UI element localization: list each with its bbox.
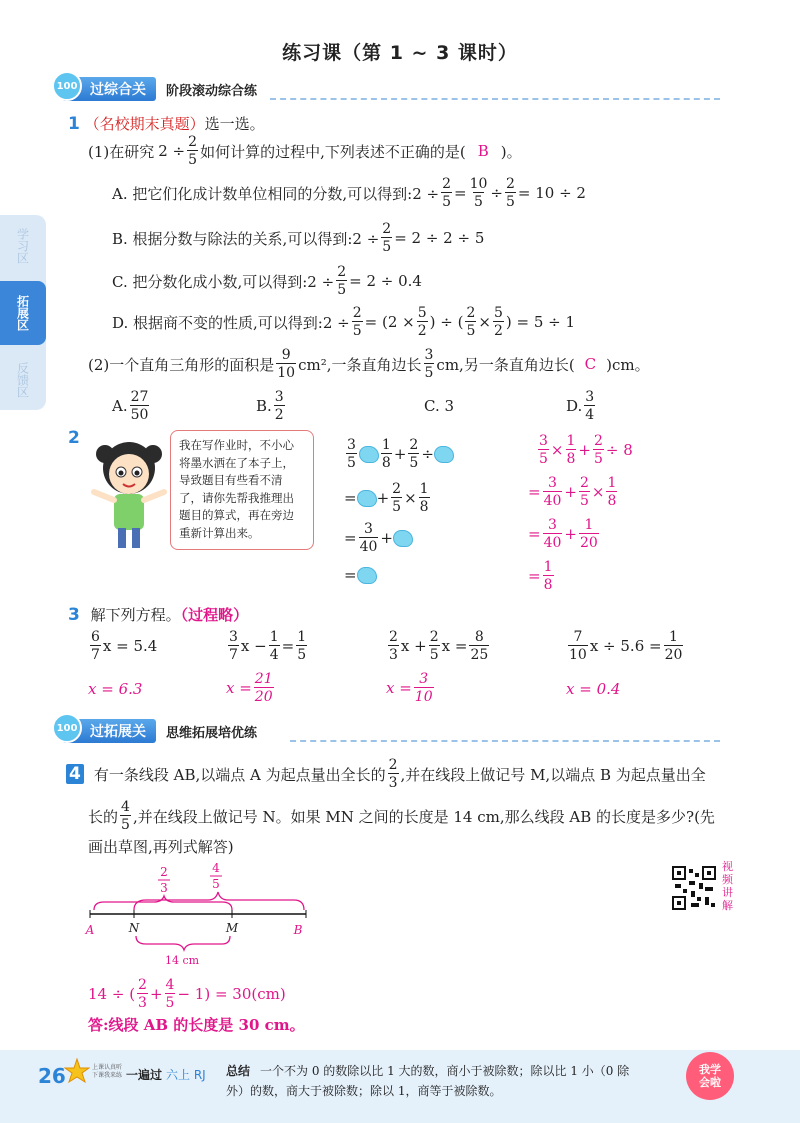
- q2-right-line3: [528, 518, 601, 550]
- denominator: 10: [277, 365, 296, 381]
- section-tag: [56, 719, 156, 743]
- q1-p2-option-c[interactable]: C. 3: [424, 397, 455, 415]
- numerator: 2: [409, 437, 419, 453]
- q1-p2-mid: cm,另一条直角边长(: [436, 355, 575, 374]
- denominator: 20: [579, 535, 598, 551]
- op: ) ÷ (: [429, 313, 464, 331]
- numerator: 4: [165, 977, 175, 993]
- option-label: D.: [566, 397, 583, 415]
- point-m: M: [225, 921, 239, 935]
- numerator: 2: [389, 629, 398, 645]
- star-icon: [64, 1058, 90, 1084]
- fraction: [579, 476, 590, 508]
- option-text: D. 根据商不变的性质,可以得到:2 ÷: [112, 313, 350, 332]
- denominator: 5: [337, 282, 347, 298]
- qr-label: 视频讲解: [722, 860, 733, 912]
- op: ×: [591, 483, 605, 501]
- fraction: [90, 630, 101, 662]
- denominator: 5: [579, 493, 589, 509]
- q1-p1-expr: 2 ÷: [158, 142, 186, 160]
- fraction: [579, 518, 599, 550]
- slogan-line: 上课认真听: [92, 1064, 123, 1071]
- fraction: [469, 630, 489, 662]
- brand-name: 一遍过: [126, 1068, 163, 1082]
- equation-4-answer: x = 0.4: [566, 680, 621, 698]
- op: ÷: [490, 184, 503, 202]
- fraction: [419, 482, 430, 514]
- denominator: 5: [347, 455, 356, 471]
- denominator: 4: [585, 407, 595, 423]
- numerator: 6: [91, 629, 100, 645]
- denominator: 5: [121, 817, 130, 833]
- op: +: [376, 489, 390, 507]
- question-number: 1: [68, 114, 80, 134]
- q4-text: ,并在线段上做记号 M,以端点 B 为起点量出全: [400, 765, 706, 784]
- q4-text: 长的: [88, 807, 119, 826]
- q1-part2: [88, 348, 650, 380]
- numerator: 2: [138, 977, 147, 993]
- numerator: 1: [669, 629, 678, 645]
- fraction: [388, 630, 399, 662]
- fraction: [538, 434, 549, 466]
- denominator: 5: [188, 152, 198, 168]
- q4-line3: 画出草图,再列式解答): [88, 838, 234, 856]
- section-subtitle: 思维拓展培优练: [166, 725, 258, 741]
- slogan-line: 下课我来练: [92, 1072, 123, 1079]
- numerator: 2: [352, 305, 362, 321]
- q4-calculation: [88, 978, 286, 1010]
- section-divider: [290, 740, 720, 742]
- equation-4: [566, 630, 685, 662]
- q4-text: ,并在线段上做记号 N。如果 MN 之间的长度是 14 cm,那么线段 AB 的长度是多少?(先: [132, 807, 715, 826]
- fraction: [381, 438, 392, 470]
- answer-blank[interactable]: C: [584, 355, 597, 373]
- girl-illustration: [88, 432, 170, 552]
- numerator: 2: [579, 475, 589, 491]
- option-a[interactable]: [112, 177, 586, 209]
- op: +: [149, 985, 163, 1003]
- numerator: 9: [281, 347, 291, 363]
- numerator: 1: [566, 433, 576, 449]
- option-tail: ) = 5 ÷ 1: [505, 313, 576, 331]
- ink-blot-icon: [434, 446, 454, 463]
- op: =: [528, 483, 541, 501]
- sidebar-tab-feedback[interactable]: 反馈区: [15, 361, 30, 398]
- diagram-label-top2-n: 4: [212, 861, 220, 875]
- section-divider: [270, 98, 720, 100]
- denominator: 5: [165, 995, 175, 1011]
- denominator: 20: [254, 689, 273, 705]
- denominator: 8: [381, 455, 391, 471]
- option-tail: = 10 ÷ 2: [517, 184, 586, 202]
- denominator: 5: [297, 647, 307, 663]
- op: +: [578, 441, 591, 459]
- numerator: 1: [419, 481, 429, 497]
- op: ×: [404, 489, 417, 507]
- denominator: 2: [274, 407, 284, 423]
- numerator: 3: [548, 517, 557, 533]
- q2-right-line4: [528, 560, 556, 592]
- question-source: （名校期末真题）: [84, 115, 205, 133]
- option-c[interactable]: [112, 265, 422, 297]
- fraction: [429, 630, 440, 662]
- fraction: [254, 672, 274, 704]
- mascot-logo: [686, 1052, 734, 1100]
- equation-3-answer: [386, 672, 436, 704]
- summary-line-1: 一个不为 0 的数除以比 1 大的数，商小于被除数；除以比 1 小（0 除: [260, 1064, 630, 1078]
- answer-prefix: x =: [226, 679, 252, 697]
- mn-length-label: 14 cm: [164, 954, 200, 967]
- equation-text: x = 5.4: [102, 637, 158, 655]
- option-text: B. 根据分数与除法的关系,可以得到:2 ÷: [112, 229, 380, 248]
- equation-text: x −: [240, 637, 267, 655]
- option-text: C. 把分数化成小数,可以得到:2 ÷: [112, 272, 335, 291]
- denominator: 5: [474, 194, 483, 210]
- option-tail: = 2 ÷ 0.4: [349, 272, 422, 290]
- segment-diagram: [82, 858, 322, 970]
- qr-code-icon[interactable]: [672, 866, 716, 910]
- calc-text: 14 ÷ (: [88, 985, 136, 1003]
- numerator: 3: [364, 521, 373, 537]
- fraction: [388, 758, 399, 790]
- q2-left-line2: [344, 482, 432, 514]
- numerator: 1: [297, 629, 307, 645]
- answer-prefix: x =: [386, 679, 412, 697]
- op: ÷: [421, 445, 434, 463]
- fraction: [391, 482, 402, 514]
- q2-right-line1: [536, 434, 633, 466]
- point-a: A: [85, 923, 95, 937]
- numerator: 1: [269, 629, 279, 645]
- fraction: [346, 438, 357, 470]
- op: =: [344, 489, 357, 507]
- option-label: A.: [112, 397, 128, 415]
- section-tag: [56, 77, 156, 101]
- denominator: 8: [566, 451, 576, 467]
- ink-blot-icon: [393, 530, 413, 547]
- op: =: [344, 566, 357, 584]
- sidebar-tab-study[interactable]: 学习区: [15, 228, 30, 264]
- equation-3: [386, 630, 491, 662]
- summary-label: 总结: [226, 1064, 251, 1078]
- equation-2: [226, 630, 309, 662]
- q1-part1: [88, 135, 522, 167]
- fraction: [276, 348, 296, 380]
- fraction: [130, 390, 150, 422]
- denominator: 40: [543, 493, 562, 509]
- numerator: 7: [573, 629, 583, 645]
- fraction: [165, 978, 176, 1010]
- denominator: 5: [392, 499, 402, 515]
- denominator: 5: [409, 455, 419, 471]
- numerator: 2: [429, 629, 439, 645]
- numerator: 27: [130, 389, 149, 405]
- q1-p2-option-a[interactable]: [112, 390, 151, 422]
- fraction: [424, 348, 435, 380]
- fraction: [352, 306, 363, 338]
- ink-blot-icon: [359, 446, 379, 463]
- op: =: [281, 637, 295, 655]
- section-header-1: [56, 76, 258, 102]
- denominator: 7: [91, 647, 100, 663]
- fraction: [441, 177, 452, 209]
- numerator: 2: [382, 221, 392, 237]
- section-tag-label: 过综合关: [90, 82, 146, 98]
- fraction: [417, 306, 428, 338]
- q1-p1-close: )。: [500, 142, 522, 161]
- op: =: [454, 184, 467, 202]
- numerator: 2: [188, 134, 198, 150]
- equation-text: x +: [400, 637, 427, 655]
- fraction: [187, 135, 198, 167]
- q1-p1-suffix: 如何计算的过程中,下列表述不正确的是(: [200, 142, 466, 161]
- q1-p2-close: )cm。: [606, 355, 650, 374]
- fraction: [381, 222, 392, 254]
- fraction: [584, 390, 595, 422]
- option-d[interactable]: [112, 306, 575, 338]
- numerator: 21: [254, 671, 273, 687]
- denominator: 5: [505, 194, 515, 210]
- denominator: 3: [389, 647, 398, 663]
- fraction: [414, 672, 434, 704]
- question-stem: 选一选。: [204, 115, 265, 133]
- numerator: 2: [442, 176, 451, 192]
- section-subtitle: 阶段滚动综合练: [166, 83, 258, 99]
- denominator: 8: [543, 577, 553, 593]
- q3-header: [68, 604, 248, 625]
- denominator: 25: [470, 647, 489, 663]
- numerator: 5: [493, 305, 503, 321]
- denominator: 40: [543, 535, 562, 551]
- fraction: [274, 390, 285, 422]
- q2-left-line3: [344, 522, 413, 554]
- numerator: 1: [543, 559, 553, 575]
- denominator: 10: [569, 647, 587, 663]
- numerator: 1: [381, 437, 391, 453]
- denominator: 5: [466, 323, 476, 339]
- point-b: B: [293, 923, 303, 937]
- option-text: A. 把它们化成计数单位相同的分数,可以得到:2 ÷: [112, 184, 440, 203]
- op: = (2 ×: [364, 313, 415, 331]
- fraction: [543, 476, 563, 508]
- section-tag-label: 过拓展关: [90, 724, 146, 740]
- q1-p2-option-b[interactable]: [256, 390, 287, 422]
- q4-text: 有一条线段 AB,以端点 A 为起点量出全长的: [93, 765, 386, 784]
- numerator: 3: [539, 433, 548, 449]
- numerator: 5: [417, 305, 427, 321]
- fraction: [465, 306, 476, 338]
- op: +: [380, 529, 393, 547]
- denominator: 7: [229, 647, 238, 663]
- numerator: 3: [229, 629, 238, 645]
- numerator: 3: [585, 389, 595, 405]
- equation-text: x ÷ 5.6 =: [589, 637, 662, 655]
- denominator: 5: [442, 194, 451, 210]
- fraction: [359, 522, 379, 554]
- diagram-label-top1-n: 2: [160, 865, 168, 879]
- fraction: [296, 630, 307, 662]
- q1-p2-unit: cm²,一条直角边长: [298, 355, 422, 374]
- numerator: 3: [347, 437, 356, 453]
- op: ×: [550, 441, 564, 459]
- calc-text: − 1) = 30(cm): [177, 985, 286, 1003]
- fraction: [568, 630, 588, 662]
- option-label: B.: [256, 397, 272, 415]
- numerator: 2: [337, 264, 347, 280]
- numerator: 8: [474, 629, 484, 645]
- equation-2-answer: [226, 672, 276, 704]
- numerator: 3: [274, 389, 284, 405]
- denominator: 5: [429, 647, 439, 663]
- q4-line1: [66, 758, 706, 790]
- badge-icon: 100: [52, 71, 82, 101]
- op: +: [564, 483, 577, 501]
- denominator: 3: [388, 775, 398, 791]
- q4-line2: [88, 800, 715, 832]
- numerator: 3: [424, 347, 434, 363]
- q1-p1-prefix: (1)在研究: [88, 142, 155, 161]
- numerator: 2: [466, 305, 476, 321]
- denominator: 3: [138, 995, 147, 1011]
- equation-text: x =: [441, 637, 468, 655]
- fraction: [593, 434, 604, 466]
- fraction: [566, 434, 577, 466]
- fraction: [543, 518, 563, 550]
- sidebar-tab-extend[interactable]: 拓展区: [0, 281, 46, 345]
- diagram-label-top2-d: 5: [212, 877, 220, 891]
- numerator: 10: [469, 176, 488, 192]
- q1-p2-option-d[interactable]: [566, 390, 597, 422]
- option-tail: = 2 ÷ 2 ÷ 5: [394, 229, 485, 247]
- denominator: 2: [417, 323, 427, 339]
- ink-blot-icon: [357, 490, 377, 507]
- numerator: 1: [607, 475, 617, 491]
- numerator: 3: [419, 671, 429, 687]
- sidebar: [0, 215, 46, 410]
- denominator: 8: [607, 493, 617, 509]
- logo-text: 会啦: [699, 1076, 721, 1089]
- fraction: [137, 978, 148, 1010]
- question-number: 2: [68, 428, 80, 448]
- ink-blot-icon: [357, 567, 377, 584]
- denominator: 2: [493, 323, 503, 339]
- fraction: [543, 560, 554, 592]
- q2-left-line1: [344, 438, 454, 470]
- denominator: 10: [414, 689, 433, 705]
- op: =: [528, 525, 541, 543]
- answer-blank[interactable]: B: [477, 142, 489, 160]
- equation-1: [88, 630, 157, 662]
- numerator: 2: [392, 481, 402, 497]
- option-b[interactable]: [112, 222, 484, 254]
- fraction: [120, 800, 131, 832]
- point-n: N: [128, 921, 140, 935]
- denominator: 5: [539, 451, 548, 467]
- op: =: [528, 567, 541, 585]
- q2-left-line4: [344, 566, 377, 584]
- section-header-2: [56, 718, 258, 744]
- denominator: 5: [382, 239, 392, 255]
- denominator: 5: [424, 365, 434, 381]
- fraction: [269, 630, 280, 662]
- diagram-label-top1-d: 3: [160, 881, 168, 895]
- numerator: 2: [505, 176, 515, 192]
- brand-slogan: [92, 1064, 122, 1080]
- q1-header: [68, 113, 265, 134]
- fraction: [493, 306, 504, 338]
- denominator: 20: [664, 647, 683, 663]
- q2-right-line2: [528, 476, 619, 508]
- fraction: [228, 630, 239, 662]
- fraction: [664, 630, 684, 662]
- question-note: （过程略）: [180, 606, 249, 624]
- grade-label: 六上 RJ: [166, 1068, 206, 1082]
- fraction: [336, 265, 347, 297]
- numerator: 3: [548, 475, 557, 491]
- denominator: 40: [359, 539, 378, 555]
- denominator: 4: [269, 647, 279, 663]
- denominator: 5: [352, 323, 362, 339]
- fraction: [505, 177, 516, 209]
- equation-1-answer: x = 6.3: [88, 680, 143, 698]
- denominator: 50: [130, 407, 149, 423]
- numerator: 1: [584, 517, 594, 533]
- q1-p2-prefix: (2)一个直角三角形的面积是: [88, 355, 275, 374]
- question-number: 4: [66, 764, 84, 784]
- question-stem: 解下列方程。: [90, 606, 181, 624]
- question-number: 3: [68, 605, 80, 625]
- page-number: 26: [38, 1064, 66, 1088]
- denominator: 8: [419, 499, 429, 515]
- fraction: [606, 476, 617, 508]
- op: ÷ 8: [605, 441, 633, 459]
- op: +: [564, 525, 577, 543]
- fraction: [469, 177, 489, 209]
- op: +: [393, 445, 407, 463]
- page-title: 练习课（第 1 ~ 3 课时）: [282, 42, 518, 64]
- numerator: 2: [388, 757, 398, 773]
- op: ×: [478, 313, 491, 331]
- summary-line-2: 外）的数，商大于被除数；除以 1，商等于被除数。: [226, 1084, 502, 1098]
- q4-answer: 答:线段 AB 的长度是 30 cm。: [88, 1016, 305, 1034]
- fraction: [408, 438, 419, 470]
- numerator: 4: [121, 799, 130, 815]
- logo-text: 我学: [699, 1063, 721, 1076]
- op: =: [344, 529, 357, 547]
- denominator: 5: [594, 451, 603, 467]
- numerator: 2: [594, 433, 603, 449]
- badge-icon: 100: [52, 713, 82, 743]
- speech-bubble: 我在写作业时，不小心将墨水洒在了本子上，导致题目有些看不清了，请你先帮我推理出题目的算式，再在旁边重新计算出来。: [170, 430, 314, 550]
